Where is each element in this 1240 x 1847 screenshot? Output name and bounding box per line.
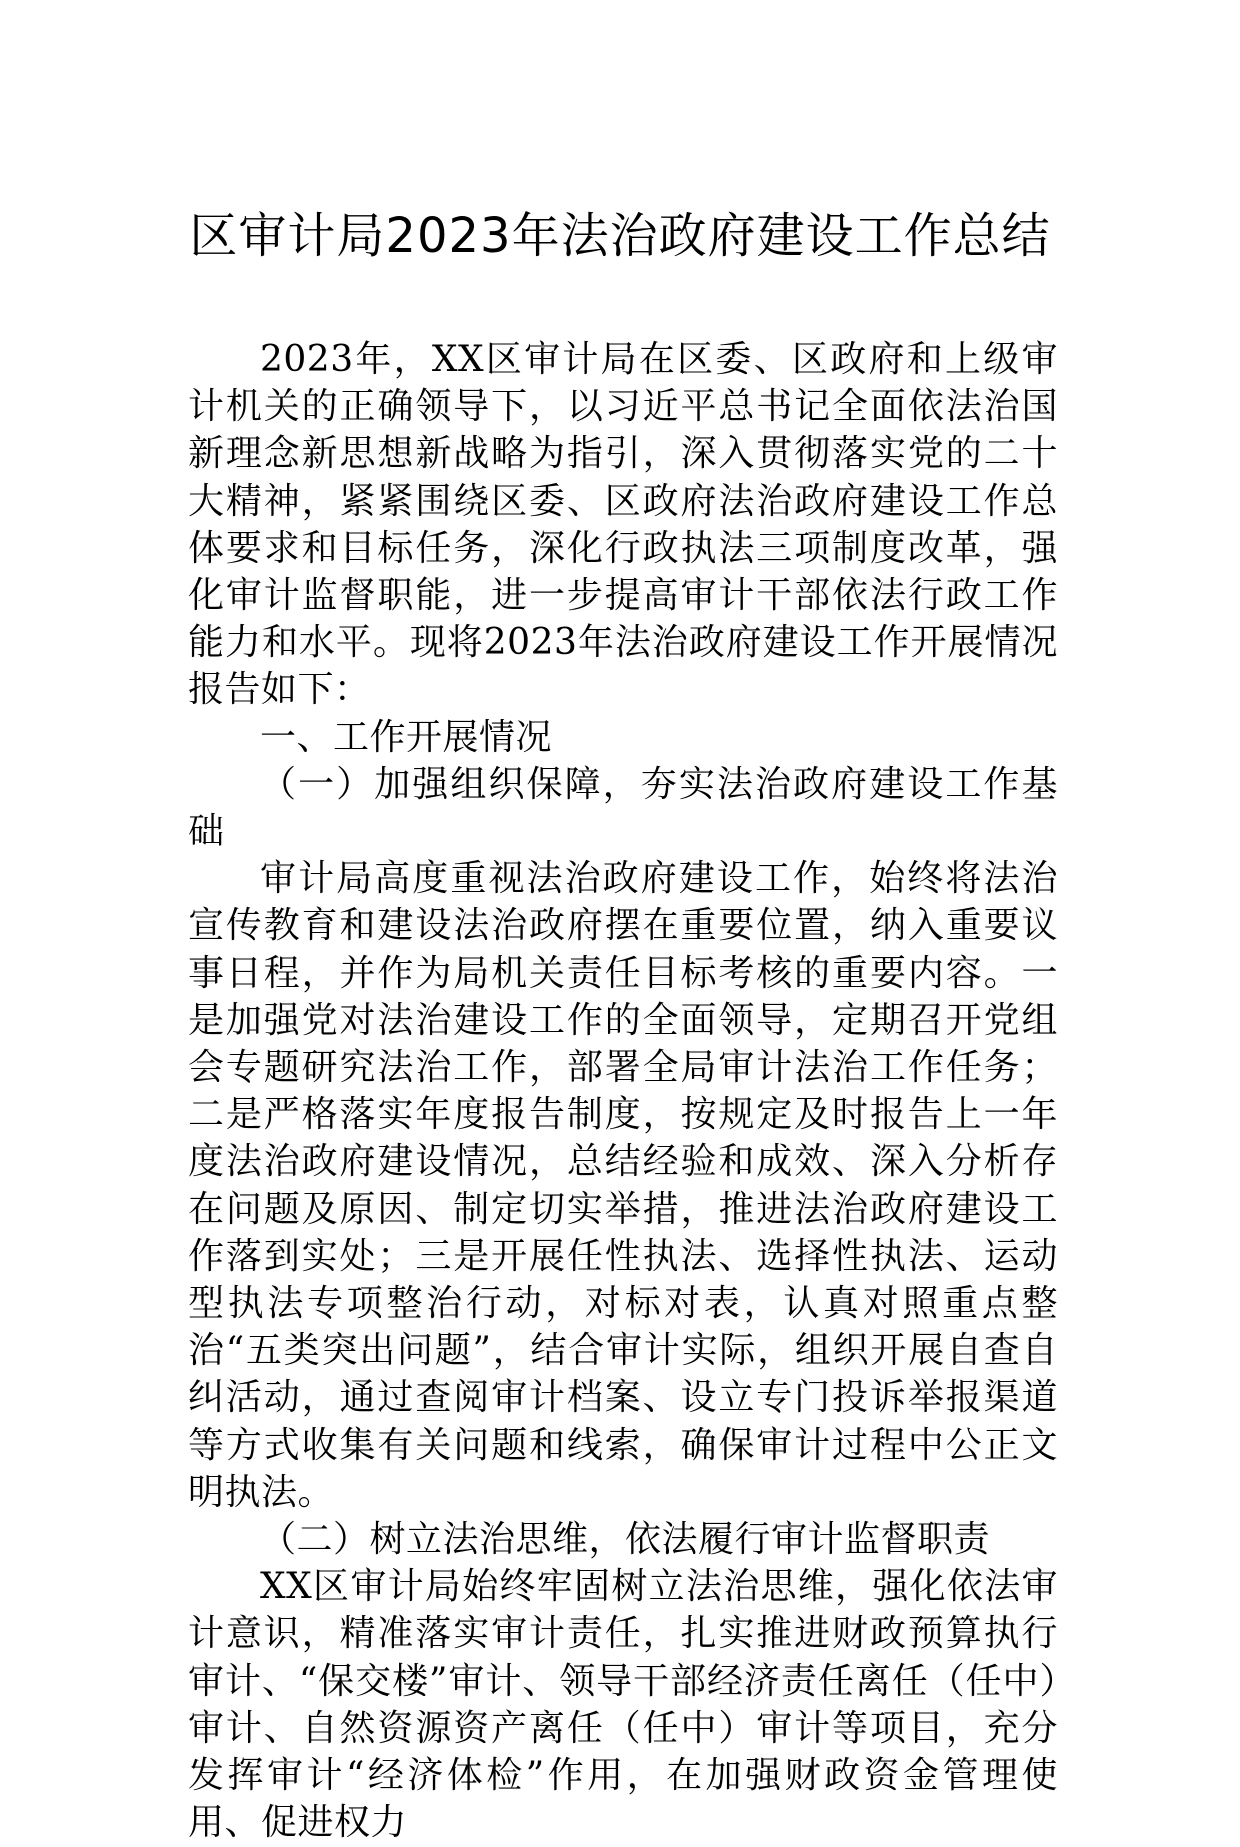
body-paragraph-2: XX区审计局始终牢固树立法治思维，强化依法审计意识，精准落实审计责任，扎实推进财政预算执行审计、“保交楼”审计、领导干部经济责任离任（任中）审计、自然资源资产离任（任中）审计等项目，充分发挥审计“经济体检”作用，在加强财政资金管理使用、促进权力 <box>188 1566 1058 1844</box>
body-paragraph-1: 审计局高度重视法治政府建设工作，始终将法治宣传教育和建设法治政府摆在重要位置，纳入重要议事日程，并作为局机关责任目标考核的重要内容。一是加强党对法治建设工作的全面领导，定期召开党组会专题研究法治工作，部署全局审计法治工作任务；二是严格落实年度报告制度，按规定及时报告上一年度法治政府建设情况，总结经验和成效、深入分析存在问题及原因、制定切实举措，推进法治政府建设工作落到实处；三是开展任性执法、选择性执法、运动型执法专项整治行动，对标对表，认真对照重点整治“五类突出问题”，结合审计实际，组织开展自查自纠活动，通过查阅审计档案、设立专门投诉举报渠道等方式收集有关问题和线索，确保审计过程中公正文明执法。 <box>188 858 1058 1513</box>
document-body <box>188 336 1058 1847</box>
document-title: 区审计局2023年法治政府建设工作总结 <box>189 208 1051 264</box>
subsection-heading-2: （二）树立法治思维，依法履行审计监督职责 <box>260 1519 991 1561</box>
intro-paragraph: 2023年，XX区审计局在区委、区政府和上级审计机关的正确领导下，以习近平总书记全面依法治国新理念新思想新战略为指引，深入贯彻落实党的二十大精神，紧紧围绕区委、区政府法治政府建设工作总体要求和目标任务，深化行政执法三项制度改革，强化审计监督职能，进一步提高审计干部依法行政工作能力和水平。现将2023年法治政府建设工作开展情况报告如下： <box>188 339 1058 711</box>
subsection-heading-1: （一）加强组织保障，夯实法治政府建设工作基础 <box>188 763 1058 853</box>
section-heading-1: 一、工作开展情况 <box>260 716 553 758</box>
